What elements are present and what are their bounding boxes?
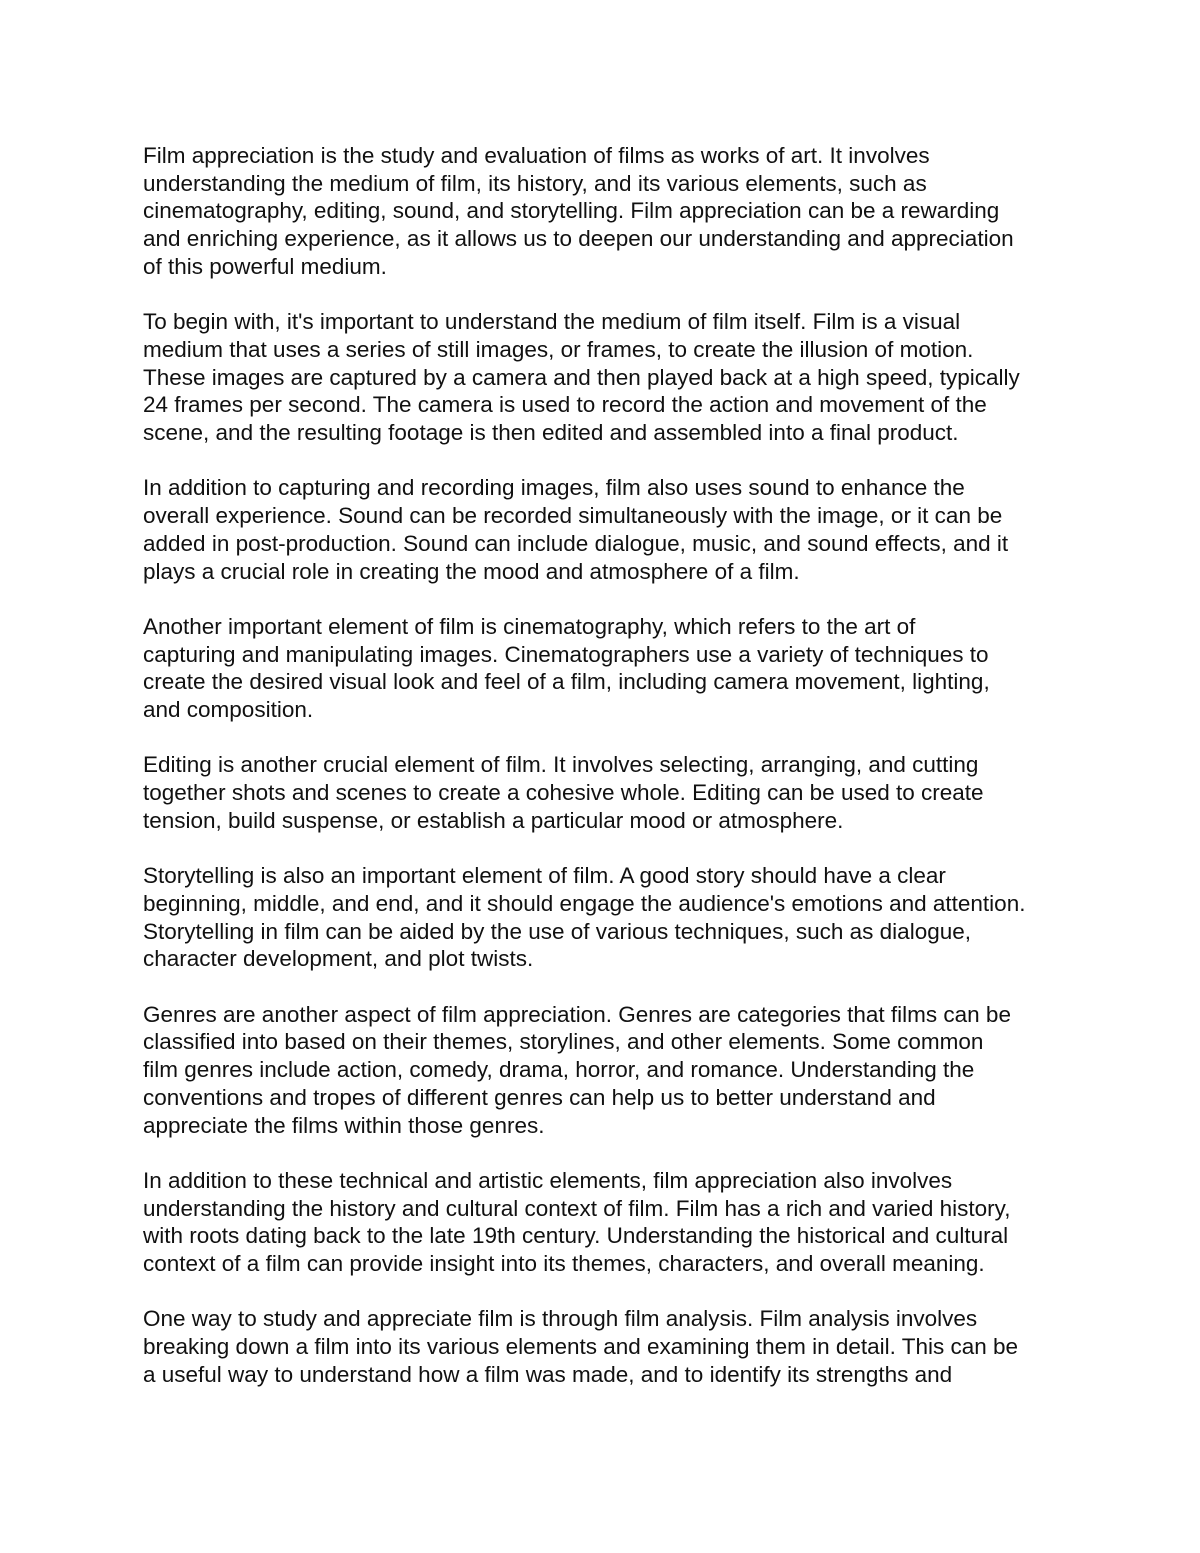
paragraph	[143, 1167, 1073, 1278]
text-line: and enriching experience, as it allows us to deepen our understanding and appreciation	[143, 226, 1014, 252]
text-line: understanding the history and cultural context of film. Film has a rich and varied history,	[143, 1195, 1011, 1221]
text-line: Film appreciation is the study and evaluation of films as works of art. It involves	[143, 143, 930, 168]
text-line: character development, and plot twists.	[143, 946, 534, 972]
text-line: plays a crucial role in creating the mood and atmosphere of a film.	[143, 558, 800, 584]
text-line: context of a film can provide insight into its themes, characters, and overall meaning.	[143, 1251, 985, 1277]
text-line: To begin with, it's important to understand the medium of film itself. Film is a visual	[143, 309, 961, 335]
text-line: medium that uses a series of still images, or frames, to create the illusion of motion.	[143, 336, 974, 362]
paragraph	[143, 1001, 1073, 1140]
paragraph	[143, 1305, 1073, 1388]
text-line: conventions and tropes of different genres can help us to better understand and	[143, 1084, 936, 1110]
text-line: cinematography, editing, sound, and storytelling. Film appreciation can be a rewarding	[143, 198, 1000, 224]
text-line: of this powerful medium.	[143, 253, 387, 279]
text-line: capturing and manipulating images. Cinematographers use a variety of techniques to	[143, 641, 989, 667]
text-line: overall experience. Sound can be recorded simultaneously with the image, or it can be	[143, 503, 1003, 529]
paragraph	[143, 474, 1073, 585]
text-line: breaking down a film into its various elements and examining them in detail. This can be	[143, 1334, 1019, 1360]
text-line: and composition.	[143, 697, 314, 723]
text-line: Storytelling in film can be aided by the use of various techniques, such as dialogue,	[143, 918, 971, 944]
text-line: 24 frames per second. The camera is used to record the action and movement of the	[143, 392, 987, 418]
paragraph	[143, 862, 1073, 973]
text-line: Storytelling is also an important element of film. A good story should have a clear	[143, 863, 946, 889]
document-body	[143, 142, 1073, 1416]
paragraph	[143, 613, 1073, 724]
paragraph	[143, 751, 1073, 834]
text-line: These images are captured by a camera and then played back at a high speed, typically	[143, 364, 1020, 390]
text-line: together shots and scenes to create a cohesive whole. Editing can be used to create	[143, 780, 984, 806]
text-line: create the desired visual look and feel of a film, including camera movement, lighting,	[143, 669, 990, 695]
text-line: scene, and the resulting footage is then edited and assembled into a final product.	[143, 420, 959, 446]
paragraph	[143, 308, 1073, 447]
text-line: with roots dating back to the late 19th century. Understanding the historical and cultural	[143, 1223, 1009, 1249]
text-line: Editing is another crucial element of film. It involves selecting, arranging, and cutting	[143, 752, 979, 778]
text-line: classified into based on their themes, storylines, and other elements. Some common	[143, 1029, 984, 1055]
text-line: In addition to these technical and artistic elements, film appreciation also involves	[143, 1167, 953, 1193]
text-line: added in post-production. Sound can include dialogue, music, and sound effects, and it	[143, 530, 1009, 556]
paragraph	[143, 142, 1073, 281]
text-line: understanding the medium of film, its history, and its various elements, such as	[143, 170, 927, 196]
text-line: tension, build suspense, or establish a particular mood or atmosphere.	[143, 807, 844, 833]
text-line: In addition to capturing and recording images, film also uses sound to enhance the	[143, 475, 965, 501]
text-line: One way to study and appreciate film is through film analysis. Film analysis involves	[143, 1306, 978, 1332]
text-line: a useful way to understand how a film was made, and to identify its strengths and	[143, 1361, 953, 1387]
text-line: Genres are another aspect of film appreciation. Genres are categories that films can be	[143, 1001, 1011, 1027]
text-line: appreciate the films within those genres.	[143, 1112, 545, 1138]
text-line: film genres include action, comedy, drama, horror, and romance. Understanding the	[143, 1057, 975, 1083]
text-line: beginning, middle, and end, and it should engage the audience's emotions and attention.	[143, 890, 1026, 916]
text-line: Another important element of film is cinematography, which refers to the art of	[143, 613, 916, 639]
